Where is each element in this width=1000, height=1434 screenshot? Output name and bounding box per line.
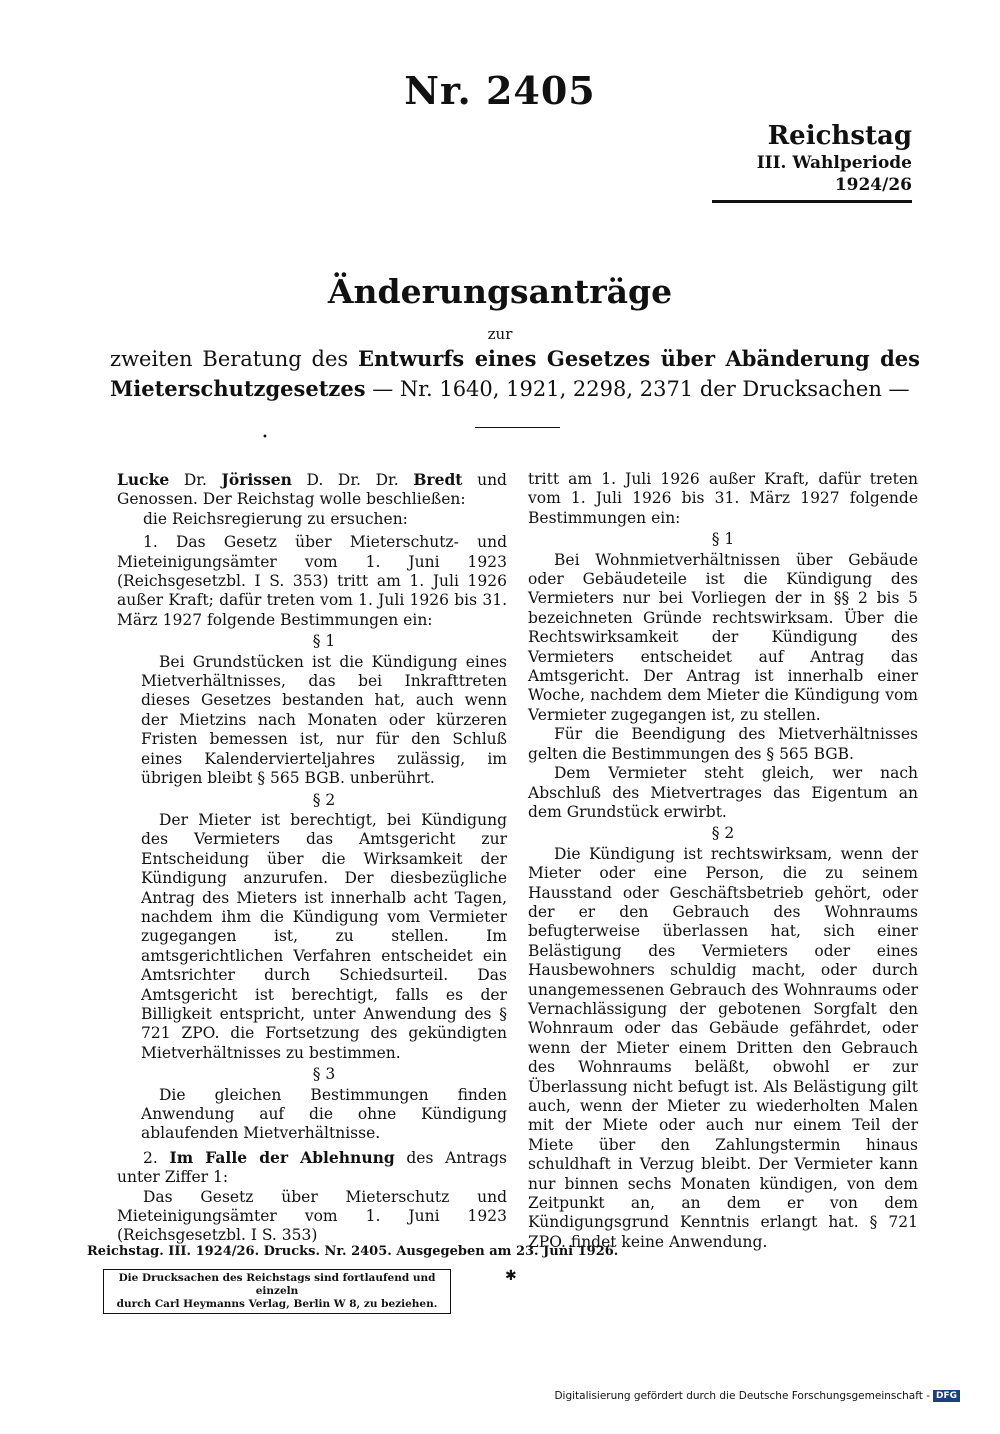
item-1-sections xyxy=(117,632,507,1144)
section-heading: § 2 xyxy=(711,824,735,843)
section-text: Bei Wohnmietverhältnissen über Gebäude oder Gebäudeteile ist die Kündigung des Vermieters nur bei Vorliegen der in §§ 2 bis 5 bezeichneten Gründe rechtswirksam. Über die Rechtswirksamkeit der Kündigung des Vermieters entscheidet auf Antrag das Amtsgericht. Der Antrag ist innerhalb einer Woche, nachdem dem Mieter die Kündigung vom Vermieter zugegangen ist, zu stellen. xyxy=(528,550,918,724)
title-connector: zur xyxy=(487,325,513,343)
legislative-period: III. Wahlperiode xyxy=(756,153,912,173)
motion-intro: Lucke Dr. Jörissen D. Dr. Dr. Bredt und Genossen. Der Reichstag wolle beschließen: xyxy=(117,470,507,509)
subtitle-line-1 xyxy=(110,345,920,373)
item-2-continuation: tritt am 1. Juli 1926 außer Kraft, dafür treten vom 1. Juli 1926 bis 31. März 1927 folgende Bestimmungen ein: xyxy=(528,470,918,527)
section-text: Für die Beendigung des Mietverhältnisses gelten die Bestimmungen des § 565 BGB. xyxy=(528,725,918,763)
notice-line: durch Carl Heymanns Verlag, Berlin W 8, zu beziehen. xyxy=(116,1298,438,1310)
print-speck: • xyxy=(262,432,268,443)
institution-label: Reichstag xyxy=(767,121,912,151)
section-text: Die gleichen Bestimmungen finden Anwendung auf die ohne Kündigung ablaufenden Mietverhältnisse. xyxy=(141,1085,507,1143)
section-text: Der Mieter ist berechtigt, bei Kündigung des Vermieters das Amtsgericht zur Entscheidung über die Wirksamkeit der Kündigung anzurufen. Der diesbezügliche Antrag des Mieters ist innerhalb acht Tagen, nachdem ihm die Kündigung vom Vermieter zugegangen ist, zu stellen. Im amtsgerichtlichen Verfahren entscheidet ein Amtsrichter durch Schiedsurteil. Das Amtsgericht ist berechtigt, falls es der Billigkeit entspricht, unter Anwendung des § 721 ZPO. die Fortsetzung des gekündigten Mietverhältnisses zu bestimmen. xyxy=(141,810,507,1062)
star-icon: ✱ xyxy=(505,1268,517,1284)
section-heading: § 2 xyxy=(312,790,336,809)
section-text: Dem Vermieter steht gleich, wer nach Abschluß des Mietvertrages das Eigentum an dem Grundstück erwirbt. xyxy=(528,764,918,821)
item-1: 1. Das Gesetz über Mieterschutz- und Mieteinigungsämter vom 1. Juni 1923 (Reichsgesetzbl. I S. 353) tritt am 1. Juli 1926 außer Kraft; dafür treten vom 1. Juli 1926 bis 31. März 1927 folgende Bestimmungen ein: xyxy=(117,533,507,629)
subtitle-bold: Mieterschutzgesetzes xyxy=(110,376,366,401)
distribution-notice xyxy=(103,1269,451,1314)
section-heading: § 1 xyxy=(711,530,735,549)
subtitle-line-2 xyxy=(110,375,920,403)
right-column xyxy=(528,470,918,1252)
footer-citation: Reichstag. III. 1924/26. Drucks. Nr. 2405. Ausgegeben am 23. Juni 1926. xyxy=(87,1244,619,1259)
subtitle-bold: Entwurfs eines Gesetzes über Abänderung des xyxy=(358,346,920,371)
subtitle-text: — Nr. 1640, 1921, 2298, 2371 der Drucksachen — xyxy=(365,377,910,401)
session-box xyxy=(712,120,912,203)
main-title: Änderungsanträge xyxy=(327,272,673,311)
item-2: 2. Im Falle der Ablehnung des Antrags unter Ziffer 1: xyxy=(117,1147,508,1187)
motion-request: die Reichsregierung zu ersuchen: xyxy=(143,509,408,528)
digitization-credit: Digitalisierung gefördert durch die Deutsche Forschungsgemeinschaft - DFG xyxy=(554,1390,960,1402)
document-number: Nr. 2405 xyxy=(404,68,596,113)
subtitle-text: zweiten Beratung des xyxy=(110,347,349,371)
session-years: 1924/26 xyxy=(834,175,912,195)
section-heading: § 1 xyxy=(312,632,336,651)
section-text: Die Kündigung ist rechtswirksam, wenn der Mieter oder eine Person, die zu seinem Hausstand oder Geschäftsbetrieb gehört, oder der er den Gebrauch des Wohnraums befugterweise überlassen hat, sich einer Belästigung des Vermieters oder eines Hausbewohners schuldig macht, oder durch unangemessenen Gebrauch des Wohnraums oder Vernachlässigung der gebotenen Sorgfalt den Wohnraum oder das Gebäude gefährdet, oder wenn der Mieter einem Dritten den Gebrauch des Wohnraums beläßt, obwohl er zur Überlassung nicht befugt ist. Als Belästigung gilt auch, wenn der Mieter zu wiederholten Malen mit der Miete oder auch nur einem Teil der Miete über den Zahlungstermin hinaus schuldhaft in Verzug bleibt. Der Vermieter kann nur binnen sechs Monaten kündigen, von dem Zeitpunkt an, an dem er von dem Kündigungsgrund Kenntnis erlangt hat. § 721 ZPO. findet keine Anwendung. xyxy=(528,844,918,1251)
notice-line: Die Drucksachen des Reichstags sind fortlaufend und einzeln xyxy=(118,1272,436,1297)
left-column xyxy=(117,470,507,1246)
section-heading: § 3 xyxy=(312,1065,336,1084)
title-divider xyxy=(475,427,560,428)
dfg-logo-icon: DFG xyxy=(933,1390,960,1402)
section-text: Bei Grundstücken ist die Kündigung eines Mietverhältnisses, das bei Inkrafttreten dieses Gesetzes bestanden hat, auch wenn der Mietzins nach Monaten oder kürzeren Fristen bemessen ist, nur für den Schluß eines Kalendervierteljahres zulässig, im übrigen bleibt § 565 BGB. unberührt. xyxy=(141,652,507,788)
session-rule xyxy=(712,200,912,203)
item-2-text: Das Gesetz über Mieterschutz und Mieteinigungsämter vom 1. Juni 1923 (Reichsgesetzbl. I S. 353) xyxy=(117,1187,507,1245)
